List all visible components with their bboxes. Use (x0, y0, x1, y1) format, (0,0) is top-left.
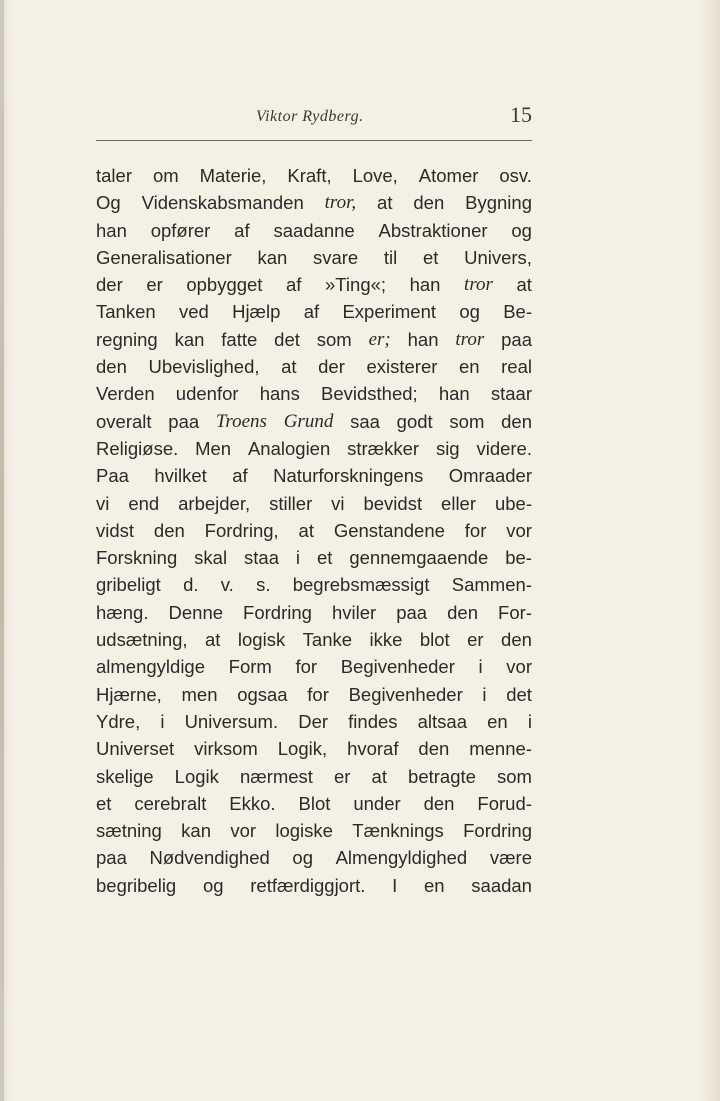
word: at (516, 274, 532, 296)
text-line (96, 763, 532, 790)
word: Logik (174, 765, 219, 787)
word: skal (194, 547, 228, 569)
word: Abstraktioner (378, 219, 488, 241)
word: af (232, 465, 248, 487)
word: er (334, 765, 351, 787)
emphasized-word: Troens (215, 410, 267, 432)
text-line (96, 681, 532, 708)
word: ved (178, 301, 209, 323)
word: han (407, 328, 439, 350)
text-line (96, 626, 532, 653)
word: godt (396, 410, 433, 432)
word: kan (257, 246, 288, 268)
word: den (418, 738, 450, 760)
word: bevidst (363, 492, 423, 514)
word: Almengyldighed (335, 847, 468, 869)
word: opbygget (186, 274, 263, 296)
word: den (413, 192, 445, 214)
emphasized-word: tror (464, 274, 493, 296)
text-line (96, 571, 532, 598)
word: logisk (237, 629, 286, 651)
word: paa (168, 410, 200, 432)
word: strækker (347, 437, 420, 459)
word: ogsaa (237, 683, 288, 705)
word: Hjærne, (96, 683, 162, 705)
word: som (449, 410, 485, 432)
emphasized-word: tror (455, 328, 485, 350)
text-line (96, 735, 532, 762)
word: begribelig (96, 874, 177, 896)
word: i (160, 710, 165, 732)
word: For- (498, 601, 532, 623)
word: Videnskabsmanden (141, 192, 304, 214)
text-line (96, 217, 532, 244)
word: Love, (352, 165, 398, 186)
word: af (303, 301, 320, 323)
word: Ydre, (96, 710, 141, 732)
word: det (274, 328, 300, 350)
word: kan (181, 820, 211, 842)
word: Og (96, 192, 121, 214)
word: retfærdiggjort. (250, 874, 366, 896)
word: skelige (96, 765, 154, 787)
word: en (423, 874, 445, 896)
word: blot (419, 629, 450, 651)
word: saa (350, 410, 380, 432)
text-line (96, 517, 532, 544)
word: under (353, 792, 401, 814)
word: det (506, 683, 532, 705)
word: den (153, 519, 185, 541)
word: men (181, 683, 218, 705)
word: Universet (96, 738, 175, 760)
word: Atomer (418, 165, 479, 186)
text-line (96, 189, 532, 216)
word: og (459, 301, 480, 323)
word: I (392, 874, 398, 896)
word: for (307, 683, 329, 705)
text-line (96, 544, 532, 571)
word: vor (230, 820, 257, 842)
word: menne- (469, 738, 532, 760)
word: existerer (366, 356, 438, 378)
word: den (501, 410, 532, 432)
word: i (295, 547, 301, 569)
word: osv. (499, 165, 532, 186)
word: er (467, 629, 484, 651)
emphasized-word: er; (368, 328, 391, 350)
header-rule (96, 140, 532, 141)
word: almengyldige (96, 656, 206, 678)
word: Kraft, (287, 165, 332, 186)
text-line (96, 244, 532, 271)
word: vor (506, 656, 532, 678)
word: Bevidsthed; (320, 383, 418, 405)
word: i (482, 683, 487, 705)
text-line (96, 162, 532, 189)
word: Experiment (342, 301, 437, 323)
word: hans (259, 383, 300, 405)
word: Fordring, (204, 519, 279, 541)
word: af (286, 274, 302, 296)
word: udsætning, (96, 629, 188, 651)
word: Fordring (463, 820, 532, 842)
word: en (458, 356, 480, 378)
word: udenfor (175, 383, 239, 405)
word: Paa (96, 465, 129, 487)
word: paa (96, 847, 127, 869)
word: ube- (494, 492, 532, 514)
word: vi (331, 492, 345, 514)
word: Fordring (243, 601, 312, 623)
word: være (489, 847, 532, 869)
word: d. (183, 574, 199, 596)
word: Denne (168, 601, 224, 623)
word: Sammen- (451, 574, 532, 596)
word: Bygning (465, 192, 532, 214)
word: hviler (331, 601, 377, 623)
word: Tanke (302, 629, 353, 651)
word: saadan (471, 874, 532, 896)
word: sætning (96, 820, 162, 842)
word: staa (244, 547, 279, 569)
word: den (423, 792, 455, 814)
word: den (96, 356, 127, 378)
word: om (152, 165, 179, 186)
word: Omraader (448, 465, 532, 487)
word: der (96, 274, 123, 296)
text-line (96, 462, 532, 489)
word: et (316, 547, 333, 569)
word: Verden (96, 383, 155, 405)
word: paa (396, 601, 428, 623)
word: stiller (269, 492, 313, 514)
word: at (281, 356, 297, 378)
word: ikke (369, 629, 403, 651)
running-title: Viktor Rydberg. (256, 108, 364, 125)
word: den (447, 601, 478, 623)
text-line (96, 271, 532, 298)
word: og (292, 847, 313, 869)
word: nærmest (239, 765, 313, 787)
text-line (96, 353, 532, 380)
word: staar (490, 383, 532, 405)
text-line (96, 844, 532, 871)
word: Materie, (199, 165, 267, 186)
word: Blot (298, 792, 331, 814)
word: for (295, 656, 318, 678)
word: og (202, 874, 224, 896)
word: gribeligt (96, 574, 161, 596)
word: som (496, 765, 532, 787)
word: gennemgaaende (349, 547, 489, 569)
word: at (377, 192, 393, 214)
word: Naturforskningens (273, 465, 424, 487)
word: Analogien (247, 437, 331, 459)
word: saadanne (273, 219, 355, 241)
word: Men (195, 437, 232, 459)
word: et (96, 792, 112, 814)
word: be- (505, 547, 532, 569)
word: Form (228, 656, 272, 678)
word: i (478, 656, 483, 678)
page-gutter-edge (0, 0, 4, 1101)
word: Ekko. (229, 792, 276, 814)
word: han (96, 219, 127, 241)
word: overalt (96, 410, 152, 432)
word: en (487, 710, 508, 732)
word: at (371, 765, 387, 787)
word: findes (348, 710, 398, 732)
text-line (96, 653, 532, 680)
word: til (383, 246, 398, 268)
body-text (96, 162, 532, 899)
word: som (316, 328, 352, 350)
word: logiske (275, 820, 333, 842)
word: Universum. (184, 710, 279, 732)
word: for (464, 519, 487, 541)
word: Religiøse. (96, 437, 179, 459)
word: vor (506, 519, 532, 541)
word: Genstandene (333, 519, 445, 541)
text-line (96, 326, 532, 353)
word: Tanken (96, 301, 156, 323)
word: hvoraf (347, 738, 399, 760)
text-line (96, 708, 532, 735)
word: han (409, 274, 441, 296)
word: Begivenheder (340, 656, 455, 678)
word: Hjælp (232, 301, 281, 323)
word: hvilket (154, 465, 207, 487)
word: Der (298, 710, 329, 732)
word: Nødvendighed (149, 847, 270, 869)
text-line (96, 872, 532, 899)
running-head (96, 104, 532, 134)
word: Forud- (477, 792, 532, 814)
word: »Ting«; (325, 274, 387, 296)
word: Be- (503, 301, 532, 323)
word: vidst (96, 519, 135, 541)
text-line (96, 408, 532, 435)
word: virksom (194, 738, 258, 760)
word: v. (220, 574, 234, 596)
word: regning (96, 328, 158, 350)
text-line (96, 298, 532, 325)
word: svare (312, 246, 359, 268)
word: vi (96, 492, 110, 514)
word: af (234, 219, 250, 241)
word: han (438, 383, 470, 405)
word: paa (501, 328, 532, 350)
word: hæng. (96, 601, 149, 623)
word: at (298, 519, 314, 541)
word: i (527, 710, 532, 732)
word: den (501, 629, 532, 651)
word: Generalisationer (96, 246, 232, 268)
word: taler (96, 165, 132, 186)
word: begrebsmæssigt (292, 574, 430, 596)
word: altsaa (417, 710, 468, 732)
word: at (205, 629, 221, 651)
word: kan (174, 328, 205, 350)
text-line (96, 435, 532, 462)
word: betragte (408, 765, 476, 787)
text-line (96, 380, 532, 407)
word: og (511, 219, 532, 241)
word: videre. (476, 437, 532, 459)
word: der (318, 356, 345, 378)
word: Univers, (464, 246, 532, 268)
word: eller (441, 492, 477, 514)
word: s. (256, 574, 271, 596)
word: sig (435, 437, 460, 459)
word: end (128, 492, 160, 514)
word: arbejder, (178, 492, 251, 514)
word: cerebralt (134, 792, 207, 814)
text-line (96, 490, 532, 517)
word: Forskning (96, 547, 178, 569)
emphasized-word: tror, (324, 192, 357, 214)
text-line (96, 790, 532, 817)
text-line (96, 599, 532, 626)
word: opfører (150, 219, 211, 241)
page-number: 15 (510, 102, 532, 127)
word: real (501, 356, 532, 378)
word: er (146, 274, 163, 296)
word: Begivenheder (348, 683, 463, 705)
word: et (422, 246, 439, 268)
text-line (96, 817, 532, 844)
emphasized-word: Grund (283, 410, 334, 432)
word: Logik, (277, 738, 328, 760)
word: Ubevislighed, (148, 356, 260, 378)
word: Tænknings (352, 820, 444, 842)
word: fatte (221, 328, 258, 350)
